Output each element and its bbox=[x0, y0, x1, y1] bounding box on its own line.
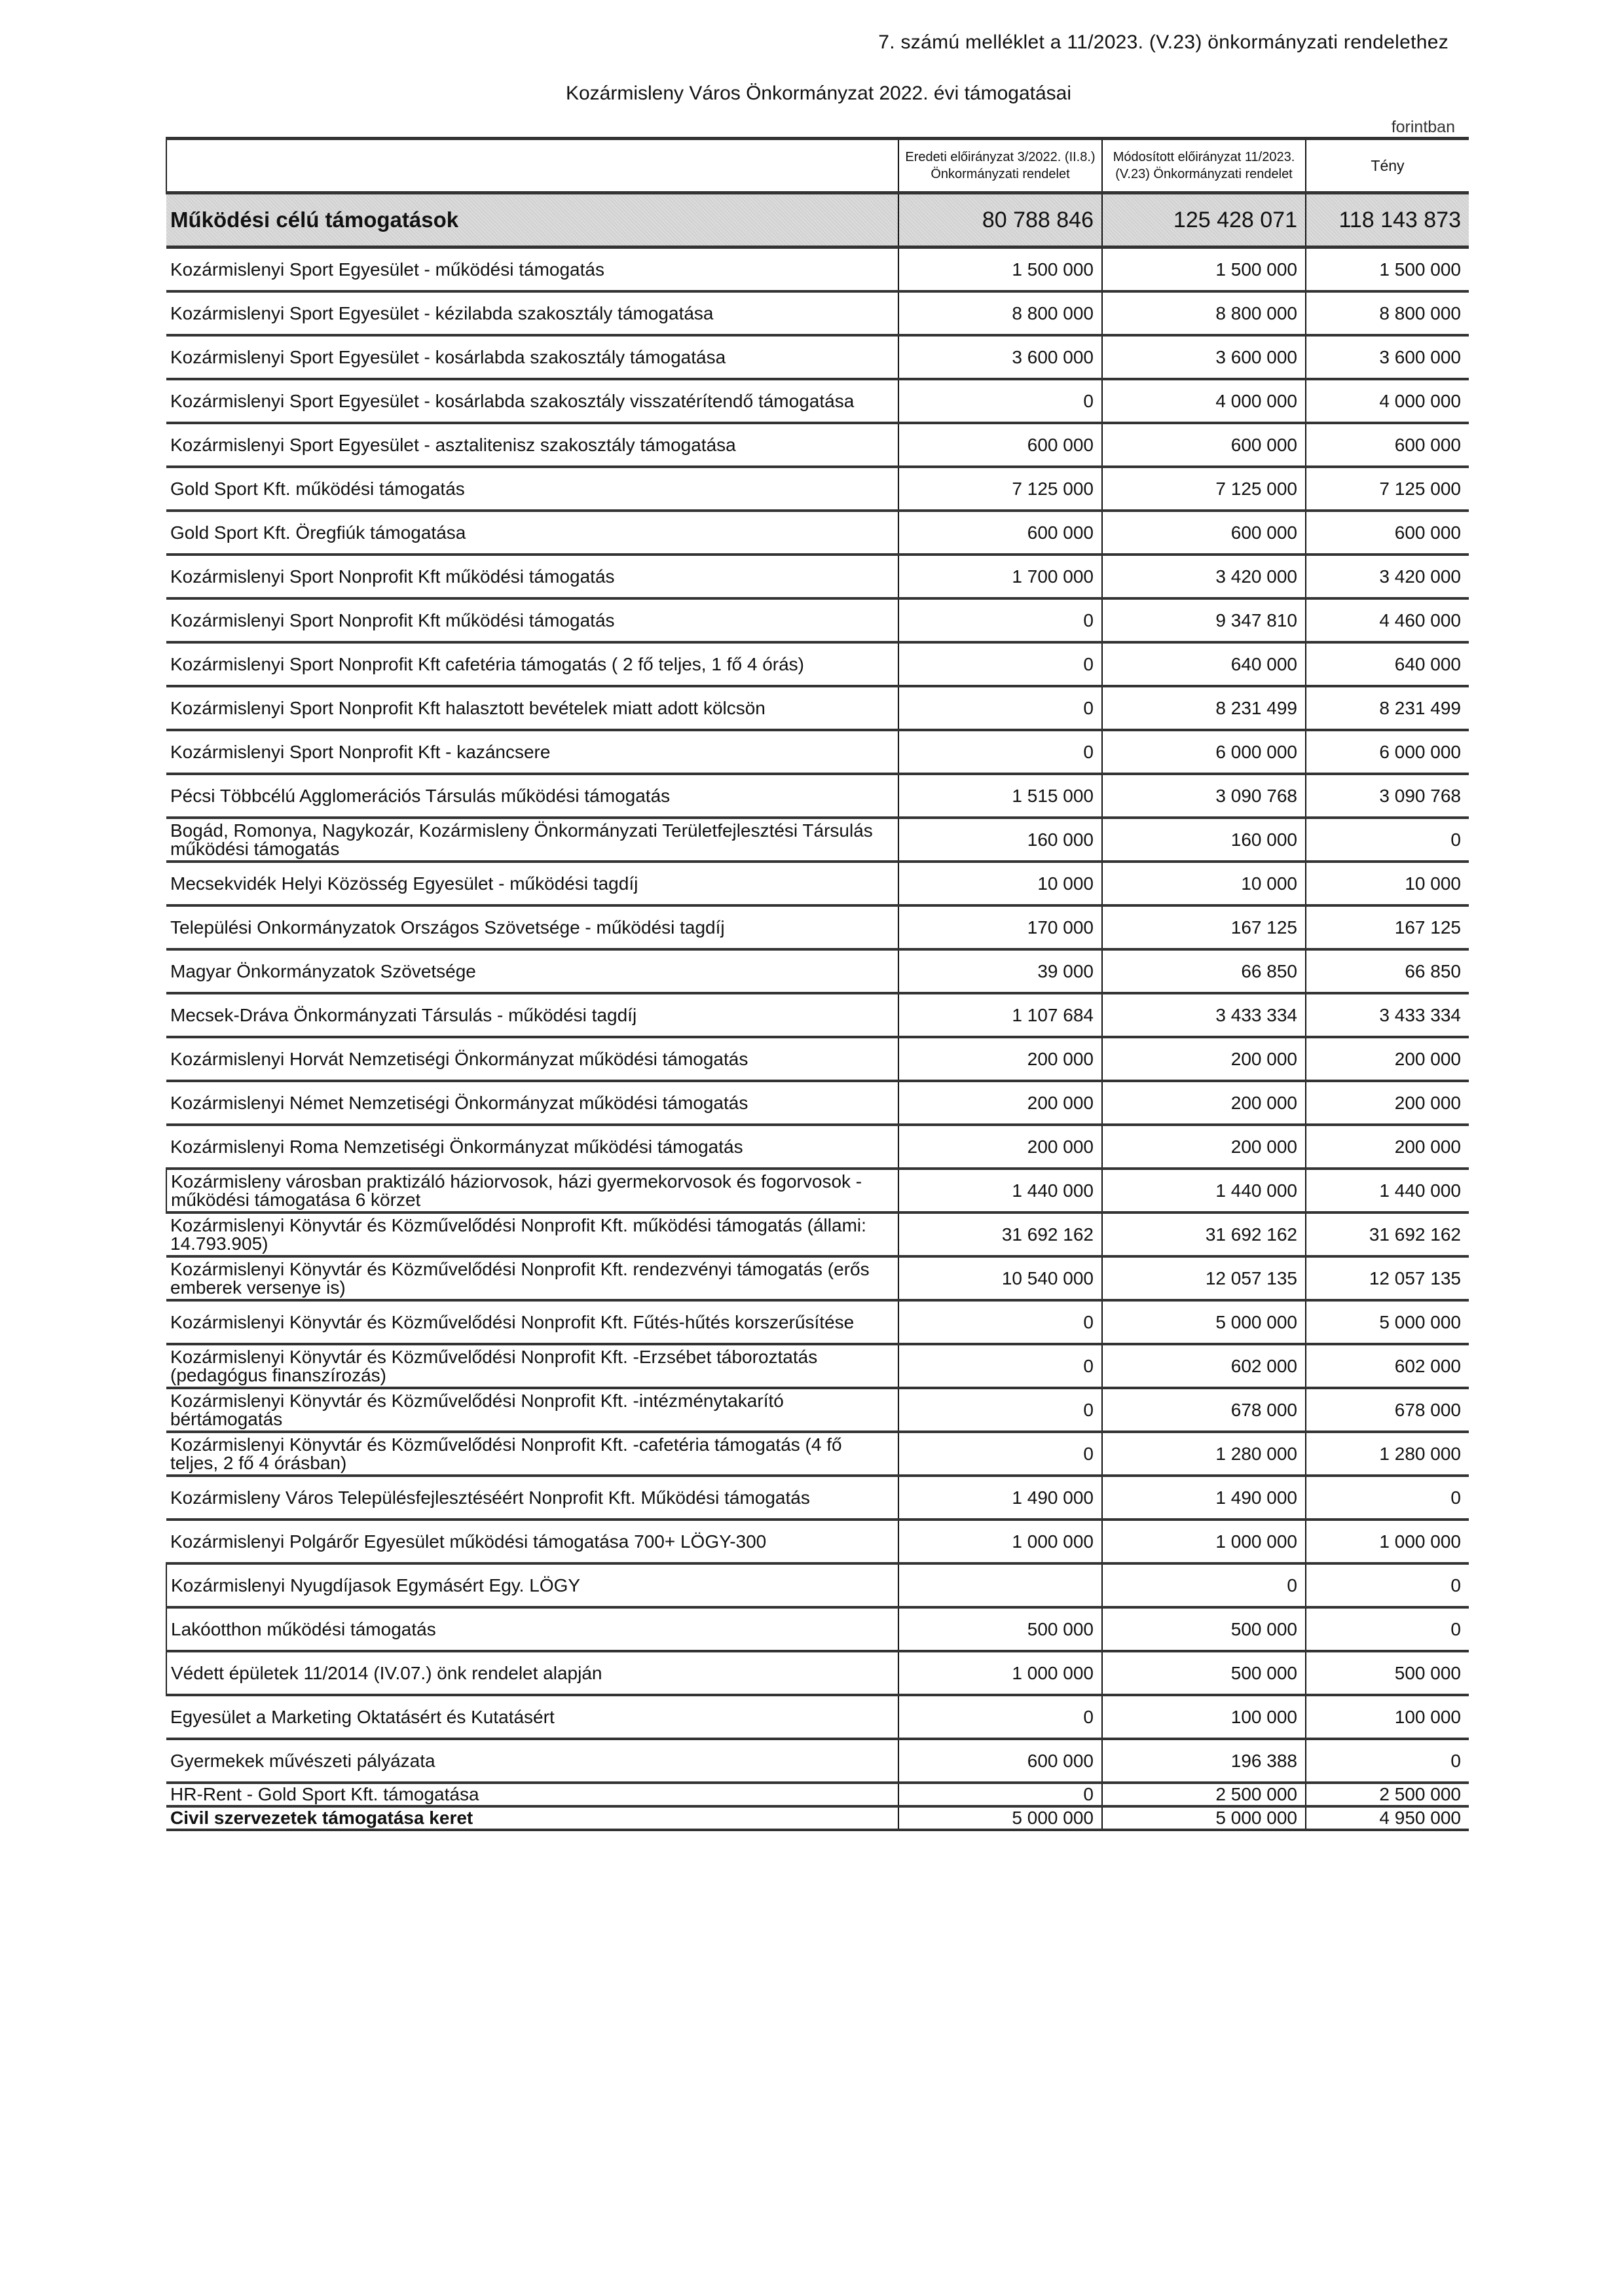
row-modified-budget: 8 231 499 bbox=[1102, 686, 1306, 730]
row-modified-budget: 3 600 000 bbox=[1102, 335, 1306, 379]
row-actual: 3 600 000 bbox=[1306, 335, 1469, 379]
row-original-budget: 0 bbox=[898, 1783, 1102, 1806]
page-title: Kozármisleny Város Önkormányzat 2022. évi támogatásai bbox=[565, 82, 1072, 104]
table-row bbox=[166, 949, 1469, 993]
row-modified-budget: 100 000 bbox=[1102, 1695, 1306, 1739]
row-original-budget: 600 000 bbox=[898, 511, 1102, 555]
table-row bbox=[166, 862, 1469, 905]
row-original-budget: 0 bbox=[898, 1300, 1102, 1344]
row-modified-budget: 3 090 768 bbox=[1102, 774, 1306, 818]
table-row bbox=[166, 1607, 1469, 1651]
row-modified-budget: 200 000 bbox=[1102, 1037, 1306, 1081]
row-modified-budget: 200 000 bbox=[1102, 1081, 1306, 1125]
row-actual: 3 090 768 bbox=[1306, 774, 1469, 818]
row-label: Kozármislenyi Sport Nonprofit Kft halasztott bevételek miatt adott kölcsön bbox=[166, 686, 898, 730]
column-header-original-budget: Eredeti előirányzat 3/2022. (II.8.) Önkormányzati rendelet bbox=[898, 139, 1102, 193]
row-original-budget: 1 000 000 bbox=[898, 1651, 1102, 1695]
row-modified-budget: 7 125 000 bbox=[1102, 467, 1306, 511]
total-actual: 118 143 873 bbox=[1306, 193, 1469, 247]
row-actual: 1 500 000 bbox=[1306, 247, 1469, 292]
table-row bbox=[166, 335, 1469, 379]
row-actual: 31 692 162 bbox=[1306, 1212, 1469, 1256]
table-row bbox=[166, 1081, 1469, 1125]
table-row bbox=[166, 1256, 1469, 1300]
table-row bbox=[166, 1344, 1469, 1388]
row-label: Egyesület a Marketing Oktatásért és Kutatásért bbox=[166, 1695, 898, 1739]
row-modified-budget: 678 000 bbox=[1102, 1388, 1306, 1432]
row-actual: 8 800 000 bbox=[1306, 291, 1469, 335]
row-original-budget: 600 000 bbox=[898, 423, 1102, 467]
row-label: Lakóotthon működési támogatás bbox=[166, 1607, 898, 1651]
row-original-budget: 0 bbox=[898, 686, 1102, 730]
row-label: Kozármislenyi Könyvtár és Közművelődési Nonprofit Kft. működési támogatás (állami: 14.793.905) bbox=[166, 1212, 898, 1256]
row-actual: 200 000 bbox=[1306, 1081, 1469, 1125]
row-original-budget: 39 000 bbox=[898, 949, 1102, 993]
table-row bbox=[166, 1432, 1469, 1476]
row-actual: 4 000 000 bbox=[1306, 379, 1469, 423]
row-label: Kozármislenyi Nyugdíjasok Egymásért Egy. LÖGY bbox=[166, 1563, 898, 1607]
row-original-budget: 0 bbox=[898, 1344, 1102, 1388]
row-original-budget: 200 000 bbox=[898, 1081, 1102, 1125]
table-row bbox=[166, 1695, 1469, 1739]
row-modified-budget: 3 433 334 bbox=[1102, 993, 1306, 1037]
row-original-budget: 0 bbox=[898, 1432, 1102, 1476]
row-actual: 4 950 000 bbox=[1306, 1806, 1469, 1830]
row-actual: 1 000 000 bbox=[1306, 1520, 1469, 1563]
row-actual: 200 000 bbox=[1306, 1037, 1469, 1081]
row-label: Kozármisleny Város Településfejlesztéséért Nonprofit Kft. Működési támogatás bbox=[166, 1476, 898, 1520]
row-actual: 12 057 135 bbox=[1306, 1256, 1469, 1300]
row-modified-budget: 12 057 135 bbox=[1102, 1256, 1306, 1300]
row-original-budget: 8 800 000 bbox=[898, 291, 1102, 335]
row-actual: 167 125 bbox=[1306, 905, 1469, 949]
row-actual: 2 500 000 bbox=[1306, 1783, 1469, 1806]
table-row bbox=[166, 1212, 1469, 1256]
row-modified-budget: 3 420 000 bbox=[1102, 555, 1306, 598]
table-row bbox=[166, 1169, 1469, 1212]
table-row bbox=[166, 1520, 1469, 1563]
row-actual: 602 000 bbox=[1306, 1344, 1469, 1388]
row-modified-budget: 6 000 000 bbox=[1102, 730, 1306, 774]
row-original-budget: 0 bbox=[898, 1695, 1102, 1739]
row-actual: 4 460 000 bbox=[1306, 598, 1469, 642]
table-row bbox=[166, 379, 1469, 423]
subsidies-table bbox=[166, 137, 1469, 1831]
row-label: Gold Sport Kft. működési támogatás bbox=[166, 467, 898, 511]
table-row bbox=[166, 905, 1469, 949]
row-label: Települési Onkormányzatok Országos Szövetsége - működési tagdíj bbox=[166, 905, 898, 949]
table-row bbox=[166, 1783, 1469, 1806]
table-row bbox=[166, 1388, 1469, 1432]
row-original-budget: 3 600 000 bbox=[898, 335, 1102, 379]
row-modified-budget: 600 000 bbox=[1102, 511, 1306, 555]
row-original-budget: 5 000 000 bbox=[898, 1806, 1102, 1830]
row-label: Kozármisleny városban praktizáló háziorvosok, házi gyermekorvosok és fogorvosok - működési támogatása 6 körzet bbox=[166, 1169, 898, 1212]
row-actual: 0 bbox=[1306, 1476, 1469, 1520]
row-actual: 3 420 000 bbox=[1306, 555, 1469, 598]
table-row bbox=[166, 555, 1469, 598]
row-modified-budget: 500 000 bbox=[1102, 1651, 1306, 1695]
row-modified-budget: 196 388 bbox=[1102, 1739, 1306, 1783]
row-actual: 640 000 bbox=[1306, 642, 1469, 686]
table-row bbox=[166, 686, 1469, 730]
table-row bbox=[166, 1563, 1469, 1607]
row-original-budget: 0 bbox=[898, 1388, 1102, 1432]
row-original-budget: 1 500 000 bbox=[898, 247, 1102, 292]
row-actual: 0 bbox=[1306, 1563, 1469, 1607]
row-label: Kozármislenyi Polgárőr Egyesület működési támogatása 700+ LÖGY-300 bbox=[166, 1520, 898, 1563]
row-modified-budget: 9 347 810 bbox=[1102, 598, 1306, 642]
table-row bbox=[166, 1806, 1469, 1830]
row-label: Kozármislenyi Sport Nonprofit Kft cafetéria támogatás ( 2 fő teljes, 1 fő 4 órás) bbox=[166, 642, 898, 686]
row-modified-budget: 0 bbox=[1102, 1563, 1306, 1607]
row-label: Mecsek-Dráva Önkormányzati Társulás - működési tagdíj bbox=[166, 993, 898, 1037]
row-actual: 6 000 000 bbox=[1306, 730, 1469, 774]
row-label: Civil szervezetek támogatása keret bbox=[166, 1806, 898, 1830]
row-actual: 0 bbox=[1306, 1607, 1469, 1651]
row-actual: 600 000 bbox=[1306, 423, 1469, 467]
table-row bbox=[166, 1037, 1469, 1081]
row-modified-budget: 500 000 bbox=[1102, 1607, 1306, 1651]
row-modified-budget: 602 000 bbox=[1102, 1344, 1306, 1388]
table-row bbox=[166, 993, 1469, 1037]
row-original-budget: 170 000 bbox=[898, 905, 1102, 949]
table-row bbox=[166, 1125, 1469, 1169]
row-actual: 66 850 bbox=[1306, 949, 1469, 993]
total-label: Működési célú támogatások bbox=[166, 193, 898, 247]
table-row bbox=[166, 1651, 1469, 1695]
row-modified-budget: 1 500 000 bbox=[1102, 247, 1306, 292]
row-actual: 200 000 bbox=[1306, 1125, 1469, 1169]
row-label: Kozármislenyi Sport Nonprofit Kft működési támogatás bbox=[166, 555, 898, 598]
row-actual: 5 000 000 bbox=[1306, 1300, 1469, 1344]
row-original-budget: 10 000 bbox=[898, 862, 1102, 905]
column-header-actual: Tény bbox=[1306, 139, 1469, 193]
table-row bbox=[166, 423, 1469, 467]
table-row bbox=[166, 598, 1469, 642]
row-original-budget: 7 125 000 bbox=[898, 467, 1102, 511]
currency-unit-label: forintban bbox=[1391, 118, 1455, 136]
row-original-budget: 1 700 000 bbox=[898, 555, 1102, 598]
row-original-budget: 160 000 bbox=[898, 818, 1102, 862]
row-label: Magyar Önkormányzatok Szövetsége bbox=[166, 949, 898, 993]
row-modified-budget: 200 000 bbox=[1102, 1125, 1306, 1169]
row-label: Kozármislenyi Sport Egyesület - kosárlabda szakosztály támogatása bbox=[166, 335, 898, 379]
table-row bbox=[166, 1476, 1469, 1520]
table-row bbox=[166, 467, 1469, 511]
row-label: Bogád, Romonya, Nagykozár, Kozármisleny Önkormányzati Területfejlesztési Társulás működési támogatás bbox=[166, 818, 898, 862]
row-original-budget: 1 107 684 bbox=[898, 993, 1102, 1037]
row-original-budget: 200 000 bbox=[898, 1125, 1102, 1169]
row-label: Kozármislenyi Sport Egyesület - kézilabda szakosztály támogatása bbox=[166, 291, 898, 335]
row-original-budget: 1 515 000 bbox=[898, 774, 1102, 818]
table-row bbox=[166, 511, 1469, 555]
row-label: Kozármislenyi Könyvtár és Közművelődési Nonprofit Kft. -cafetéria támogatás (4 fő teljes, 2 fő 4 órásban) bbox=[166, 1432, 898, 1476]
row-actual: 600 000 bbox=[1306, 511, 1469, 555]
table-row bbox=[166, 774, 1469, 818]
row-modified-budget: 1 000 000 bbox=[1102, 1520, 1306, 1563]
row-modified-budget: 167 125 bbox=[1102, 905, 1306, 949]
row-original-budget: 0 bbox=[898, 642, 1102, 686]
row-original-budget: 0 bbox=[898, 379, 1102, 423]
row-label: Kozármislenyi Könyvtár és Közművelődési Nonprofit Kft. rendezvényi támogatás (erős emberek versenye is) bbox=[166, 1256, 898, 1300]
annex-reference: 7. számú melléklet a 11/2023. (V.23) önkormányzati rendelethez bbox=[878, 31, 1449, 53]
table-row bbox=[166, 818, 1469, 862]
row-label: Gyermekek művészeti pályázata bbox=[166, 1739, 898, 1783]
table-header-row bbox=[166, 139, 1469, 193]
row-label: HR-Rent - Gold Sport Kft. támogatása bbox=[166, 1783, 898, 1806]
row-modified-budget: 1 490 000 bbox=[1102, 1476, 1306, 1520]
row-label: Mecsekvidék Helyi Közösség Egyesület - működési tagdíj bbox=[166, 862, 898, 905]
row-actual: 678 000 bbox=[1306, 1388, 1469, 1432]
row-original-budget: 0 bbox=[898, 730, 1102, 774]
row-label: Pécsi Többcélú Agglomerációs Társulás működési támogatás bbox=[166, 774, 898, 818]
column-header-name bbox=[166, 139, 898, 193]
row-modified-budget: 4 000 000 bbox=[1102, 379, 1306, 423]
row-label: Kozármislenyi Könyvtár és Közművelődési Nonprofit Kft. Fűtés-hűtés korszerűsítése bbox=[166, 1300, 898, 1344]
row-modified-budget: 5 000 000 bbox=[1102, 1300, 1306, 1344]
row-actual: 1 280 000 bbox=[1306, 1432, 1469, 1476]
row-original-budget: 1 440 000 bbox=[898, 1169, 1102, 1212]
total-modified: 125 428 071 bbox=[1102, 193, 1306, 247]
row-original-budget: 200 000 bbox=[898, 1037, 1102, 1081]
column-header-modified-budget: Módosított előirányzat 11/2023. (V.23) Önkormányzati rendelet bbox=[1102, 139, 1306, 193]
row-actual: 1 440 000 bbox=[1306, 1169, 1469, 1212]
row-original-budget: 0 bbox=[898, 598, 1102, 642]
row-label: Gold Sport Kft. Öregfiúk támogatása bbox=[166, 511, 898, 555]
table-row bbox=[166, 1739, 1469, 1783]
row-label: Kozármislenyi Sport Egyesület - asztalitenisz szakosztály támogatása bbox=[166, 423, 898, 467]
row-actual: 3 433 334 bbox=[1306, 993, 1469, 1037]
row-actual: 0 bbox=[1306, 818, 1469, 862]
row-modified-budget: 1 280 000 bbox=[1102, 1432, 1306, 1476]
row-modified-budget: 31 692 162 bbox=[1102, 1212, 1306, 1256]
row-actual: 7 125 000 bbox=[1306, 467, 1469, 511]
table-row bbox=[166, 1300, 1469, 1344]
row-modified-budget: 66 850 bbox=[1102, 949, 1306, 993]
table-row bbox=[166, 291, 1469, 335]
row-modified-budget: 600 000 bbox=[1102, 423, 1306, 467]
total-original: 80 788 846 bbox=[898, 193, 1102, 247]
row-label: Kozármislenyi Sport Nonprofit Kft működési támogatás bbox=[166, 598, 898, 642]
row-modified-budget: 2 500 000 bbox=[1102, 1783, 1306, 1806]
table-row bbox=[166, 247, 1469, 292]
row-label: Kozármislenyi Német Nemzetiségi Önkormányzat működési támogatás bbox=[166, 1081, 898, 1125]
row-original-budget: 600 000 bbox=[898, 1739, 1102, 1783]
row-modified-budget: 1 440 000 bbox=[1102, 1169, 1306, 1212]
row-actual: 10 000 bbox=[1306, 862, 1469, 905]
row-label: Kozármislenyi Horvát Nemzetiségi Önkormányzat működési támogatás bbox=[166, 1037, 898, 1081]
row-label: Kozármislenyi Sport Nonprofit Kft - kazáncsere bbox=[166, 730, 898, 774]
row-original-budget: 10 540 000 bbox=[898, 1256, 1102, 1300]
table-row bbox=[166, 642, 1469, 686]
row-actual: 500 000 bbox=[1306, 1651, 1469, 1695]
row-original-budget: 1 490 000 bbox=[898, 1476, 1102, 1520]
row-modified-budget: 8 800 000 bbox=[1102, 291, 1306, 335]
total-row bbox=[166, 193, 1469, 247]
row-label: Védett épületek 11/2014 (IV.07.) önk rendelet alapján bbox=[166, 1651, 898, 1695]
row-actual: 100 000 bbox=[1306, 1695, 1469, 1739]
row-label: Kozármislenyi Roma Nemzetiségi Önkormányzat működési támogatás bbox=[166, 1125, 898, 1169]
row-label: Kozármislenyi Sport Egyesület - működési támogatás bbox=[166, 247, 898, 292]
row-label: Kozármislenyi Könyvtár és Közművelődési Nonprofit Kft. -intézménytakarító bértámogatás bbox=[166, 1388, 898, 1432]
row-actual: 8 231 499 bbox=[1306, 686, 1469, 730]
row-modified-budget: 640 000 bbox=[1102, 642, 1306, 686]
row-modified-budget: 160 000 bbox=[1102, 818, 1306, 862]
row-modified-budget: 10 000 bbox=[1102, 862, 1306, 905]
row-label: Kozármislenyi Könyvtár és Közművelődési Nonprofit Kft. -Erzsébet táboroztatás (pedagógus finanszírozás) bbox=[166, 1344, 898, 1388]
table-row bbox=[166, 730, 1469, 774]
row-label: Kozármislenyi Sport Egyesület - kosárlabda szakosztály visszatérítendő támogatása bbox=[166, 379, 898, 423]
row-original-budget: 31 692 162 bbox=[898, 1212, 1102, 1256]
row-original-budget: 500 000 bbox=[898, 1607, 1102, 1651]
row-modified-budget: 5 000 000 bbox=[1102, 1806, 1306, 1830]
row-original-budget: 1 000 000 bbox=[898, 1520, 1102, 1563]
row-actual: 0 bbox=[1306, 1739, 1469, 1783]
row-original-budget bbox=[898, 1563, 1102, 1607]
